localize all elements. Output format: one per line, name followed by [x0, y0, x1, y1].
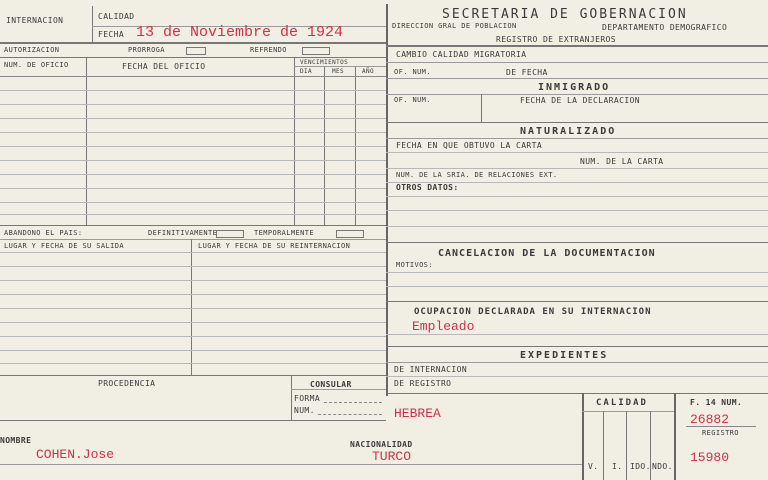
naturalizado-line [386, 138, 768, 139]
ano-header: AÑO [362, 68, 375, 75]
venc-subline [294, 66, 386, 67]
num-line [318, 414, 382, 415]
cambio-line [386, 62, 768, 63]
fecha-declaracion-label: FECHA DE LA DECLARACION [520, 96, 640, 105]
prorroga-label: PRORROGA [128, 46, 165, 54]
refrendo-checkbox [302, 47, 330, 55]
oficio-row-line [0, 146, 386, 147]
prorroga-checkbox [186, 47, 206, 55]
inmigrado-title: INMIGRADO [538, 82, 611, 93]
forma-label: FORMA [294, 394, 321, 403]
right-header-bottom [386, 45, 768, 47]
of-num-label: OF. NUM. [394, 68, 431, 76]
abandono-line [0, 239, 386, 240]
procedencia-label: PROCEDENCIA [98, 379, 156, 388]
de-fecha-label: DE FECHA [506, 68, 548, 77]
dia-header: DIA [300, 68, 313, 75]
de-internacion-label: DE INTERNACION [394, 365, 468, 374]
f14-value: 26882 [690, 412, 730, 427]
oficio-row-line [0, 188, 386, 189]
ocupacion-value: Empleado [412, 319, 475, 334]
otros-bottom [386, 242, 768, 243]
salida-row-line [0, 280, 386, 281]
f14-label: F. 14 NUM. [690, 398, 743, 407]
registro-value: 15980 [690, 450, 730, 465]
inmigrado-bottom [386, 122, 768, 123]
of-num-2-label: OF. NUM. [394, 96, 431, 104]
temporalmente-label: TEMPORALMENTE [254, 229, 314, 237]
f14-line [686, 426, 756, 427]
nacionalidad-value: TURCO [372, 449, 412, 464]
num-carta-label: NUM. DE LA CARTA [580, 157, 664, 166]
consular-label: CONSULAR [310, 380, 352, 389]
salida-col [191, 239, 192, 375]
salida-row-line [0, 252, 386, 253]
num-oficio-header: NUM. DE OFICIO [4, 61, 69, 69]
religion-value: HEBREA [394, 406, 441, 421]
oficio-bottom-line [0, 225, 386, 226]
refrendo-label: REFRENDO [250, 46, 287, 54]
oficio-row-line [0, 214, 386, 215]
vencimientos-header: VENCIMIENTOS [300, 59, 349, 66]
calidad-col-i: I. [612, 462, 623, 471]
definitivamente-checkbox [216, 230, 244, 238]
oficio-col-2 [294, 57, 295, 225]
departamento-label: DEPARTAMENTO DEMOGRAFICO [602, 23, 728, 32]
calidad-box-label: CALIDAD [596, 398, 648, 408]
cambio-calidad-label: CAMBIO CALIDAD MIGRATORIA [396, 50, 527, 59]
fecha-label: FECHA [98, 30, 125, 39]
otros-line [386, 196, 768, 197]
header-divider [92, 6, 93, 42]
motivos-label: MOTIVOS: [396, 261, 433, 269]
oficio-row-line [0, 132, 386, 133]
autorizacion-label: AUTORIZACION [4, 46, 60, 54]
motivos-line [386, 286, 768, 287]
calidad-col-2 [626, 411, 627, 480]
oficio-row-line [0, 90, 386, 91]
num-carta-line [386, 168, 768, 169]
salida-row-line [0, 322, 386, 323]
cambio-values-line [386, 78, 768, 79]
autorizacion-line [0, 57, 386, 58]
otros-datos-label: OTROS DATOS: [396, 183, 459, 192]
calidad-col-1 [603, 411, 604, 480]
lugar-reinternacion-header: LUGAR Y FECHA DE SU REINTERNACION [198, 242, 351, 250]
header-bottom-left [0, 42, 386, 44]
relaciones-label: NUM. DE LA SRIA. DE RELACIONES EXT. [396, 171, 558, 179]
consular-col [291, 375, 292, 420]
nombre-value: COHEN.Jose [36, 447, 115, 462]
calidad-col-v: V. [588, 462, 599, 471]
expedientes-line [386, 362, 768, 363]
inmigrado-col [481, 94, 482, 122]
internacion-label: INTERNACION [6, 16, 64, 25]
nombre-label: NOMBRE [0, 436, 32, 445]
registro-extranjeros-label: REGISTRO DE EXTRANJEROS [496, 35, 616, 44]
consular-line [291, 389, 386, 390]
oficio-row-line [0, 104, 386, 105]
oficio-row-line [0, 160, 386, 161]
cancelacion-title: CANCELACION DE LA DOCUMENTACION [438, 248, 656, 259]
bottom-baseline [0, 464, 582, 465]
salida-row-line [0, 363, 386, 364]
salida-row-line [0, 350, 386, 351]
motivos-bottom [386, 301, 768, 302]
ocupacion-bottom [386, 346, 768, 347]
calidad-box-line [582, 411, 674, 412]
temporalmente-checkbox [336, 230, 364, 238]
calidad-col-ido: IDO. [630, 462, 651, 471]
definitivamente-label: DEFINITIVAMENTE [148, 229, 218, 237]
salida-row-line [0, 266, 386, 267]
inmigrado-line [386, 94, 768, 95]
direccion-label: DIRECCION GRAL DE POBLACION [392, 22, 517, 30]
secretaria-title: SECRETARIA DE GOBERNACION [442, 7, 688, 22]
otros-line [386, 210, 768, 211]
calidad-label: CALIDAD [98, 12, 135, 21]
de-internacion-line [386, 376, 768, 377]
mes-header: MES [332, 68, 345, 75]
salida-row-line [0, 308, 386, 309]
num-label: NUM. [294, 406, 315, 415]
left-bottom-line [0, 420, 386, 421]
salida-bottom-line [0, 375, 386, 376]
registro-label: REGISTRO [702, 429, 739, 437]
calidad-box-left [582, 393, 584, 480]
oficio-col-1 [86, 57, 87, 225]
forma-line [324, 402, 382, 403]
ocupacion-line [386, 334, 768, 335]
salida-row-line [0, 294, 386, 295]
calidad-col-ndo: NDO. [652, 462, 673, 471]
naturalizado-title: NATURALIZADO [520, 126, 617, 137]
oficio-row-line [0, 202, 386, 203]
otros-line [386, 182, 768, 183]
fecha-carta-label: FECHA EN QUE OBTUVO LA CARTA [396, 141, 543, 150]
expedientes-bottom [386, 393, 768, 394]
fecha-oficio-header: FECHA DEL OFICIO [122, 62, 206, 71]
lugar-salida-header: LUGAR Y FECHA DE SU SALIDA [4, 242, 124, 250]
abandono-label: ABANDONO EL PAIS: [4, 229, 83, 237]
oficio-header-line [0, 76, 386, 77]
motivos-line [386, 272, 768, 273]
calidad-box-right [674, 393, 676, 480]
fecha-value: 13 de Noviembre de 1924 [136, 24, 344, 41]
nacionalidad-label: NACIONALIDAD [350, 440, 413, 449]
salida-row-line [0, 336, 386, 337]
fecha-carta-line [386, 152, 768, 153]
expedientes-title: EXPEDIENTES [520, 350, 609, 361]
oficio-row-line [0, 118, 386, 119]
ocupacion-title: OCUPACION DECLARADA EN SU INTERNACION [414, 307, 652, 317]
otros-line [386, 226, 768, 227]
de-registro-label: DE REGISTRO [394, 379, 452, 388]
oficio-row-line [0, 174, 386, 175]
